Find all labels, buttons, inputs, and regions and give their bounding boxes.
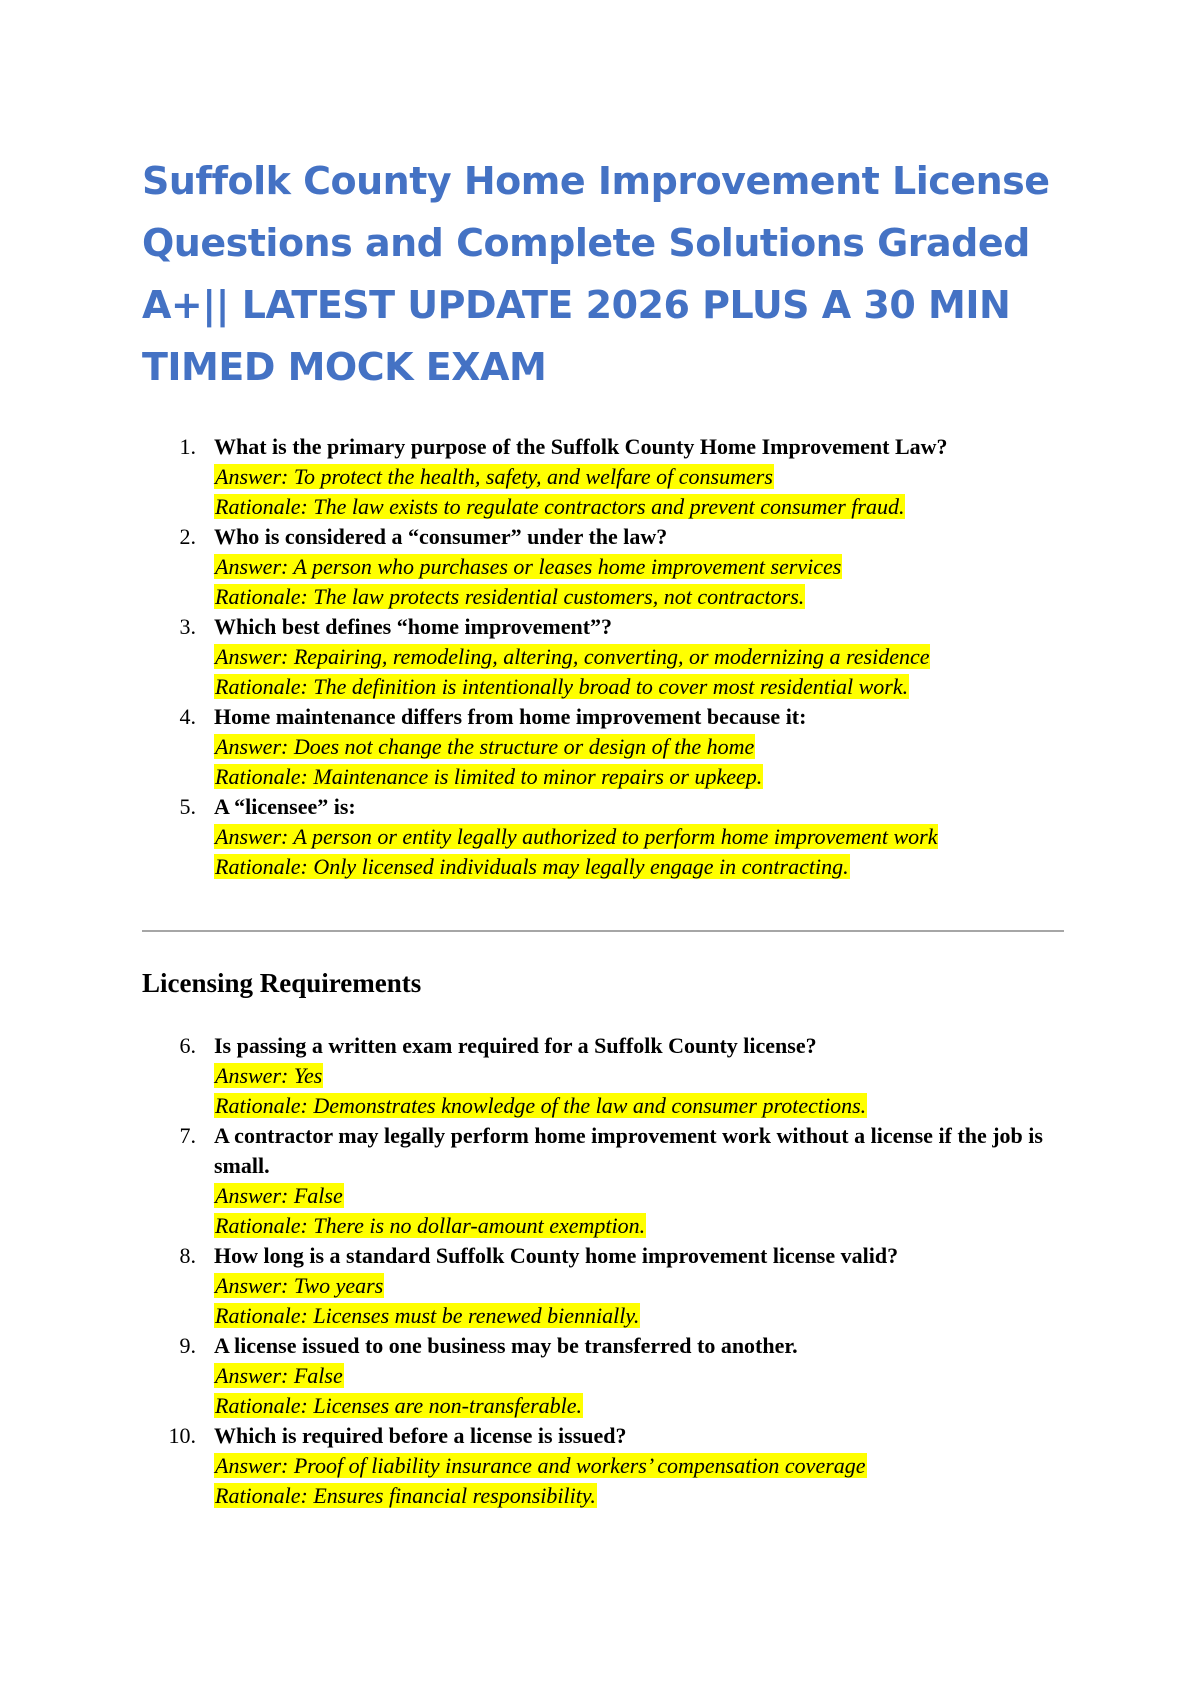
question-item-5 — [142, 792, 1062, 882]
answer-text: Answer: Proof of liability insurance and workers’ compensation coverage — [215, 1453, 866, 1478]
answer-text: Answer: Two years — [215, 1273, 384, 1298]
question-number: 9. — [179, 1333, 196, 1358]
answer-text: Answer: Yes — [215, 1063, 323, 1088]
question-number: 6. — [179, 1033, 196, 1058]
question-list-licensing — [142, 1031, 1062, 1511]
question-item-4 — [142, 702, 1062, 792]
answer-text: Answer: Does not change the structure or design of the home — [215, 734, 755, 759]
question-text: Is passing a written exam required for a Suffolk County license? — [214, 1033, 817, 1058]
answer-text: Answer: False — [215, 1183, 343, 1208]
rationale-text: Rationale: Maintenance is limited to minor repairs or upkeep. — [215, 764, 763, 789]
question-text: A license issued to one business may be transferred to another. — [214, 1333, 798, 1358]
question-text: A contractor may legally perform home improvement work without a license if the job is small. — [214, 1123, 1043, 1178]
question-number: 4. — [179, 704, 196, 729]
question-number: 7. — [179, 1123, 196, 1148]
horizontal-divider — [142, 930, 1064, 932]
question-number: 8. — [179, 1243, 196, 1268]
question-text: A “licensee” is: — [214, 794, 356, 819]
question-item-3 — [142, 612, 1062, 702]
question-number: 1. — [179, 434, 196, 459]
question-number: 10. — [168, 1423, 196, 1448]
section-heading-licensing: Licensing Requirements — [142, 968, 422, 998]
question-item-1 — [142, 432, 1062, 522]
question-number: 3. — [179, 614, 196, 639]
rationale-text: Rationale: There is no dollar-amount exemption. — [215, 1213, 646, 1238]
question-item-7 — [142, 1121, 1062, 1241]
question-number: 5. — [179, 794, 196, 819]
answer-text: Answer: To protect the health, safety, and welfare of consumers — [215, 464, 773, 489]
question-item-2 — [142, 522, 1062, 612]
rationale-text: Rationale: The law exists to regulate contractors and prevent consumer fraud. — [215, 494, 905, 519]
rationale-text: Rationale: The definition is intentionally broad to cover most residential work. — [215, 674, 909, 699]
question-text: Who is considered a “consumer” under the law? — [214, 524, 668, 549]
rationale-text: Rationale: The law protects residential customers, not contractors. — [215, 584, 805, 609]
document-title: Suffolk County Home Improvement License Questions and Complete Solutions Graded A+|| LATEST UPDATE 2026 PLUS A 30 MIN TIMED MOCK EXAM — [142, 159, 1050, 389]
answer-text: Answer: A person or entity legally authorized to perform home improvement work — [215, 824, 938, 849]
rationale-text: Rationale: Demonstrates knowledge of the law and consumer protections. — [215, 1093, 867, 1118]
question-text: Which best defines “home improvement”? — [214, 614, 613, 639]
rationale-text: Rationale: Licenses are non-transferable. — [215, 1393, 583, 1418]
rationale-text: Rationale: Only licensed individuals may legally engage in contracting. — [215, 854, 849, 879]
answer-text: Answer: Repairing, remodeling, altering, converting, or modernizing a residence — [215, 644, 930, 669]
question-item-10 — [142, 1421, 1062, 1511]
question-list-general — [142, 432, 1062, 882]
rationale-text: Rationale: Licenses must be renewed biennially. — [215, 1303, 640, 1328]
question-number: 2. — [179, 524, 196, 549]
question-text: How long is a standard Suffolk County home improvement license valid? — [214, 1243, 899, 1268]
question-text: Which is required before a license is issued? — [214, 1423, 627, 1448]
question-text: Home maintenance differs from home improvement because it: — [214, 704, 807, 729]
answer-text: Answer: False — [215, 1363, 343, 1388]
answer-text: Answer: A person who purchases or leases home improvement services — [215, 554, 842, 579]
question-item-9 — [142, 1331, 1062, 1421]
question-item-6 — [142, 1031, 1062, 1121]
question-item-8 — [142, 1241, 1062, 1331]
rationale-text: Rationale: Ensures financial responsibility. — [215, 1483, 596, 1508]
question-text: What is the primary purpose of the Suffolk County Home Improvement Law? — [214, 434, 948, 459]
